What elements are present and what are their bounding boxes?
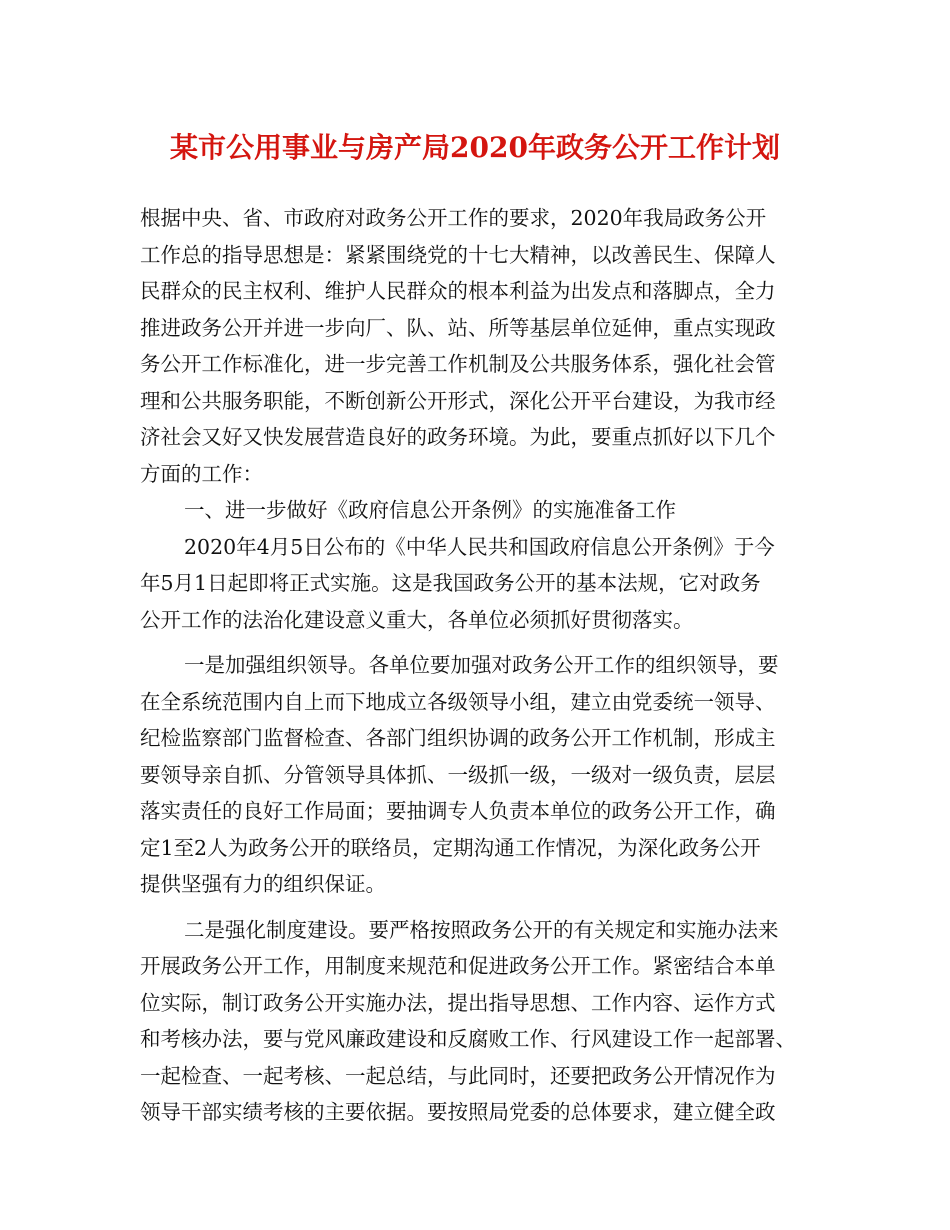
text-line: 定1至2人为政务公开的联络员，定期沟通工作情况，为深化政务公开 — [140, 835, 761, 860]
text-line: 2020年4月5日公布的《中华人民共和国政府信息公开条例》于今 — [184, 534, 775, 559]
text-line: 提供坚强有力的组织保证。 — [140, 872, 386, 896]
text-line: 二是强化制度建设。要严格按照政务公开的有关规定和实施办法来 — [184, 917, 779, 942]
text-line: 落实责任的良好工作局面；要抽调专人负责本单位的政务公开工作，确 — [140, 799, 776, 823]
text-line: 方面的工作： — [140, 461, 263, 486]
text-line: 在全系统范围内自上而下地成立各级领导小组，建立由党委统一领导、 — [140, 689, 776, 714]
text-line: 理和公共服务职能，不断创新公开形式，深化公开平台建设，为我市经 — [140, 388, 776, 413]
intro-paragraph — [140, 200, 826, 492]
text-line: 位实际，制订政务公开实施办法，提出指导思想、工作内容、运作方式 — [140, 990, 776, 1015]
section-heading: 一、进一步做好《政府信息公开条例》的实施准备工作 — [184, 498, 676, 522]
document-body — [140, 200, 826, 1131]
text-line: 公开工作的法治化建设意义重大，各单位必须抓好贯彻落实。 — [140, 607, 694, 632]
text-line: 务公开工作标准化，进一步完善工作机制及公共服务体系，强化社会管 — [140, 352, 776, 376]
text-line: 济社会又好又快发展营造良好的政务环境。为此，要重点抓好以下几个 — [140, 425, 776, 449]
paragraph-3 — [140, 912, 826, 1131]
text-line: 一是加强组织领导。各单位要加强对政务公开工作的组织领导，要 — [184, 653, 779, 677]
text-line: 工作总的指导思想是：紧紧围绕党的十七大精神，以改善民生、保障人 — [140, 242, 776, 267]
document-title: 某市公用事业与房产局2020年政务公开工作计划 — [170, 131, 780, 164]
paragraph-2 — [140, 647, 826, 903]
text-line: 要领导亲自抓、分管领导具体抓、一级抓一级，一级对一级负责，层层 — [140, 762, 776, 787]
text-line: 领导干部实绩考核的主要依据。要按照局党委的总体要求，建立健全政 — [140, 1100, 776, 1124]
text-line: 年5月1日起即将正式实施。这是我国政务公开的基本法规，它对政务 — [140, 571, 761, 595]
text-line: 纪检监察部门监督检查、各部门组织协调的政务公开工作机制，形成主 — [140, 726, 776, 750]
text-line: 一起检查、一起考核、一起总结，与此同时，还要把政务公开情况作为 — [140, 1063, 776, 1088]
text-line: 民群众的民主权利、维护人民群众的根本利益为出发点和落脚点，全力 — [140, 279, 776, 303]
paragraph-1 — [140, 529, 826, 639]
text-line: 根据中央、省、市政府对政务公开工作的要求，2020年我局政务公开 — [140, 206, 767, 230]
text-line: 推进政务公开并进一步向厂、队、站、所等基层单位延伸，重点实现政 — [140, 315, 776, 340]
text-line: 和考核办法，要与党风廉政建设和反腐败工作、行风建设工作一起部署、 — [140, 1027, 796, 1051]
text-line: 开展政务公开工作，用制度来规范和促进政务公开工作。紧密结合本单 — [140, 954, 776, 978]
